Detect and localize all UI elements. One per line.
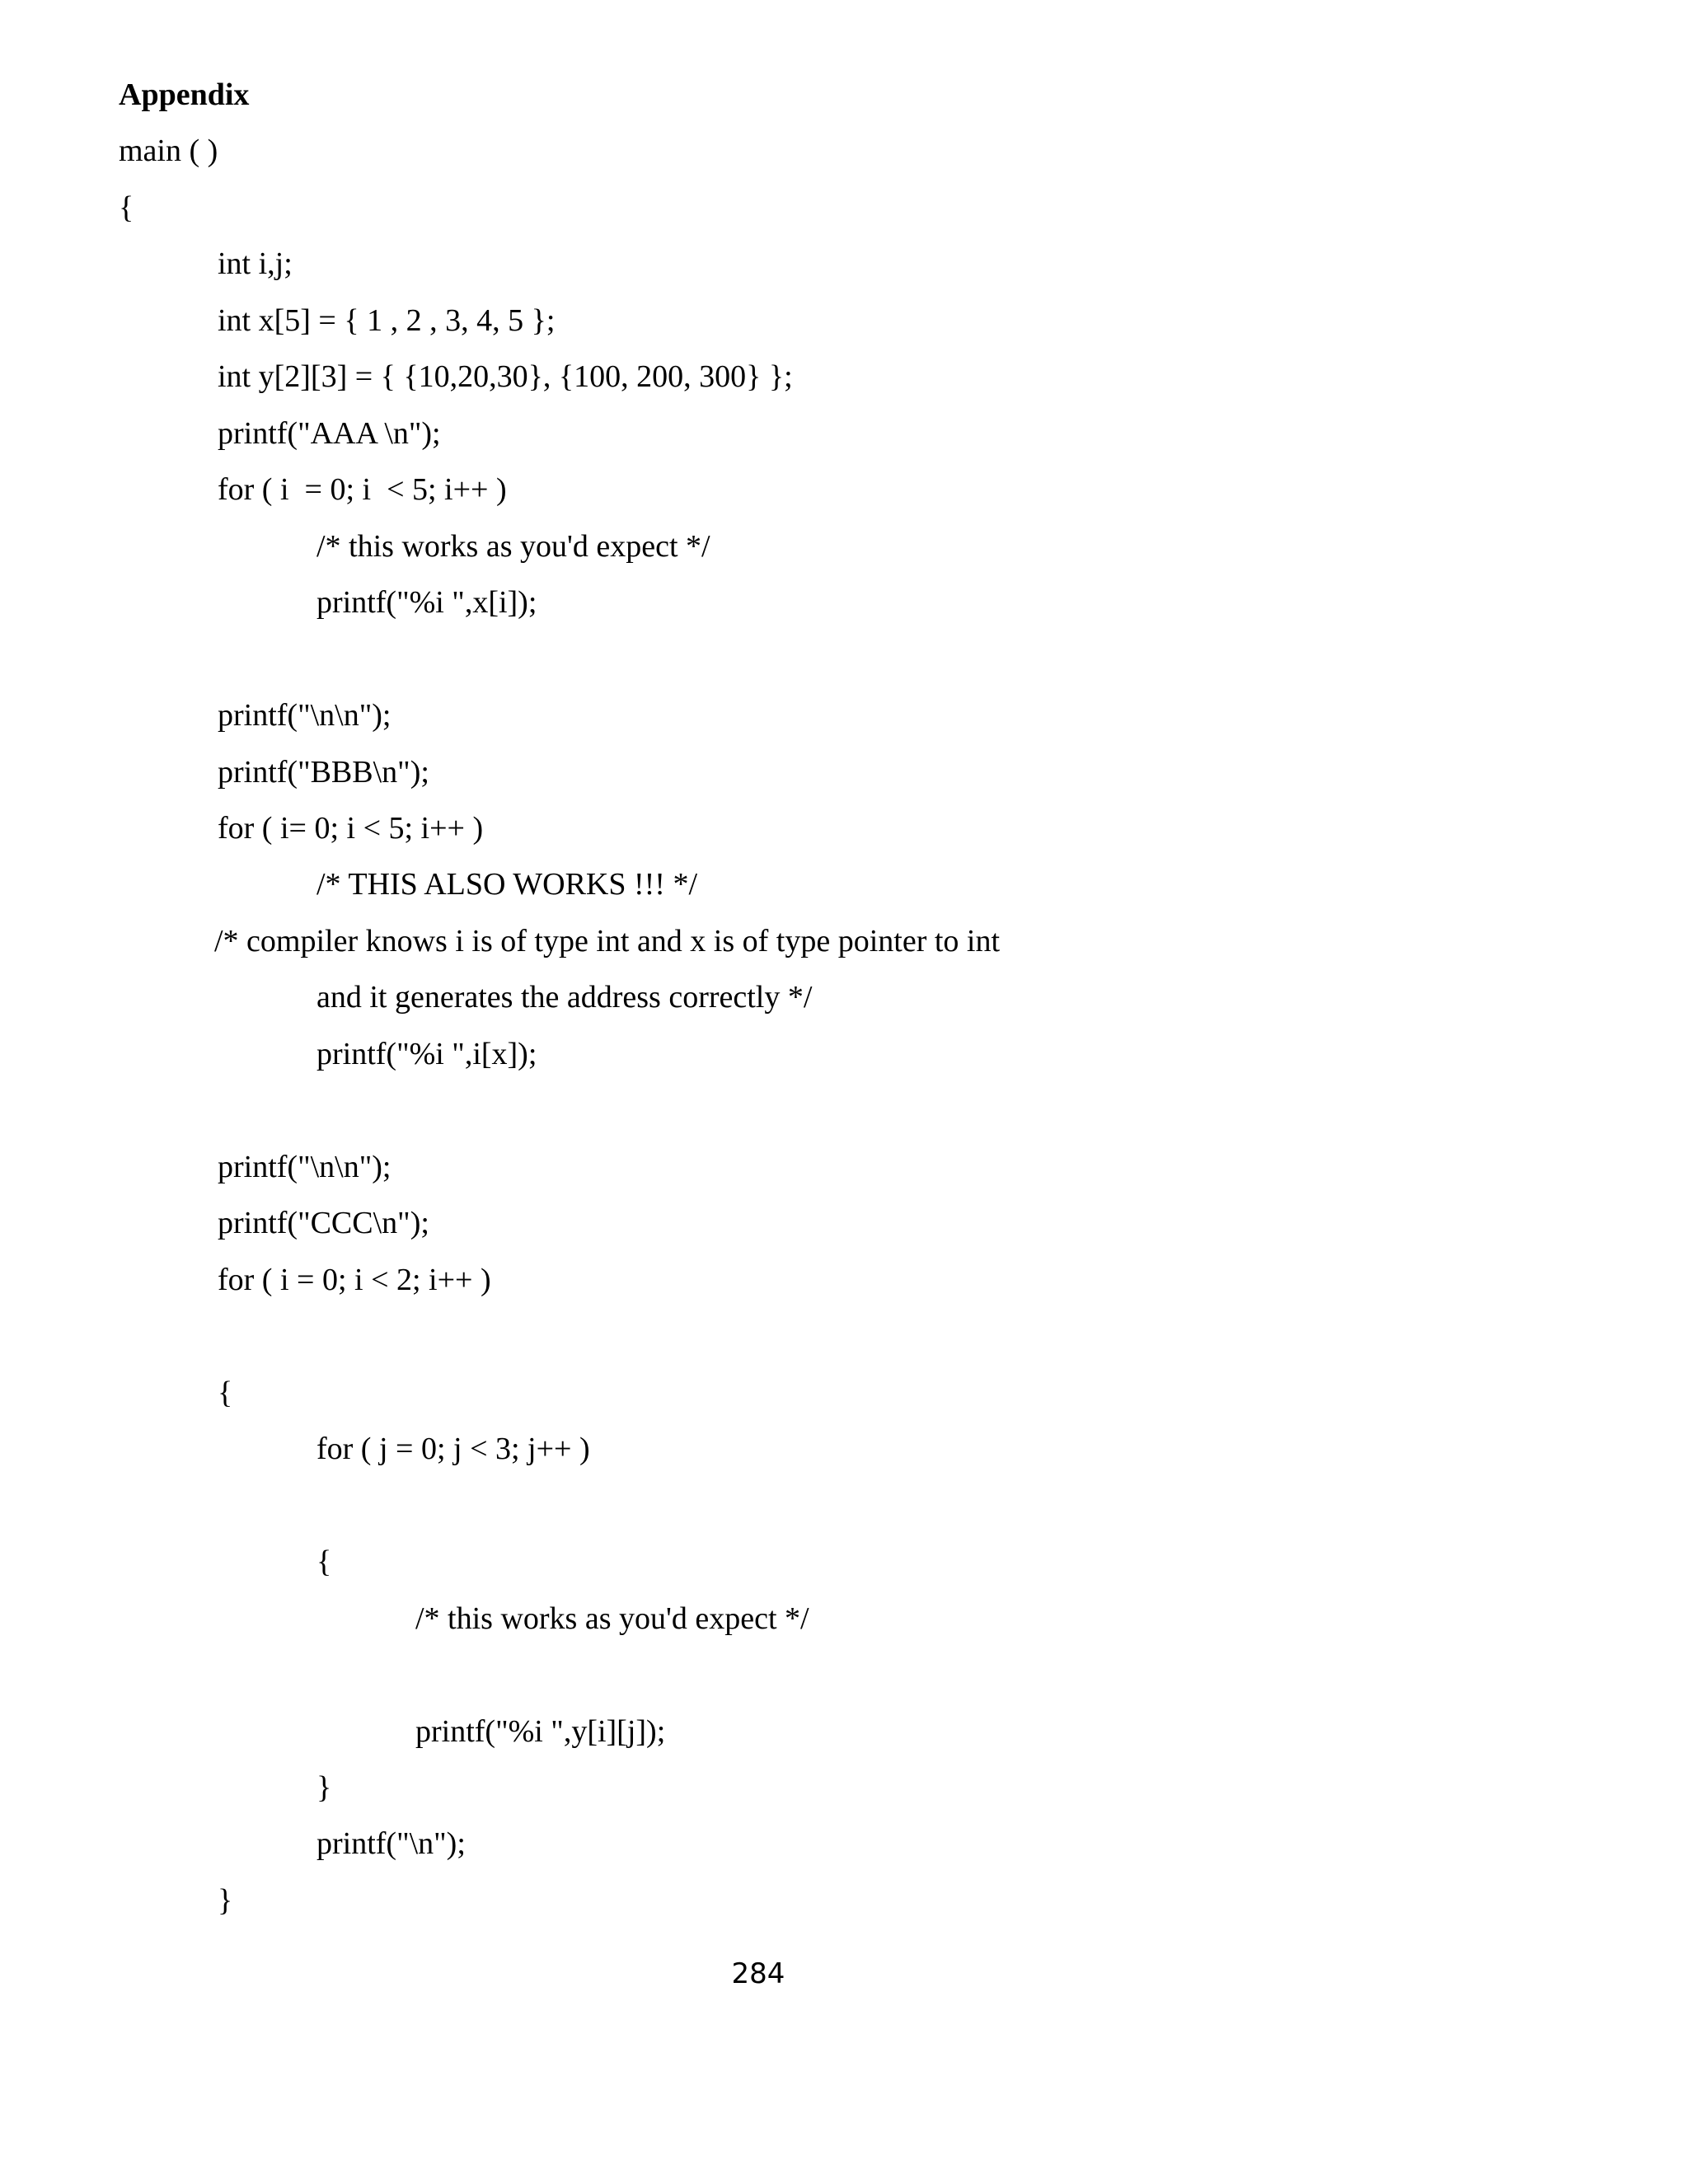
code-line-comment-expect-1: /* this works as you'd expect */ [316, 529, 710, 564]
code-line-printf-newlines-1: printf("\n\n"); [218, 698, 392, 733]
code-line-open-brace: { [119, 190, 134, 225]
code-line-for-ccc: for ( i = 0; i < 2; i++ ) [218, 1263, 491, 1297]
code-line-declare-ij: int i,j; [218, 246, 293, 281]
code-line-main: main ( ) [119, 134, 218, 168]
code-line-printf-ix: printf("%i ",i[x]); [316, 1037, 537, 1071]
page-number: 284 [731, 1957, 785, 1990]
code-line-for-j: for ( j = 0; j < 3; j++ ) [316, 1432, 590, 1466]
code-line-printf-newline: printf("\n"); [316, 1826, 466, 1861]
code-line-printf-bbb: printf("BBB\n"); [218, 755, 429, 790]
code-line-for-bbb: for ( i= 0; i < 5; i++ ) [218, 811, 484, 846]
code-line-inner-close-brace: } [316, 1770, 332, 1805]
code-line-outer-close-brace: } [218, 1883, 233, 1918]
code-line-printf-ccc: printf("CCC\n"); [218, 1206, 429, 1240]
code-line-comment-compiler: /* compiler knows i is of type int and x is of type pointer to int [214, 924, 1001, 958]
code-line-declare-x: int x[5] = { 1 , 2 , 3, 4, 5 }; [218, 303, 556, 338]
code-line-outer-open-brace: { [218, 1376, 233, 1410]
code-line-printf-newlines-2: printf("\n\n"); [218, 1150, 392, 1184]
code-line-comment-address: and it generates the address correctly */ [316, 980, 813, 1015]
code-line-for-aaa: for ( i = 0; i < 5; i++ ) [218, 472, 507, 507]
code-line-printf-yij: printf("%i ",y[i][j]); [415, 1714, 666, 1749]
code-line-inner-open-brace: { [316, 1544, 332, 1579]
code-line-declare-y: int y[2][3] = { {10,20,30}, {100, 200, 300} }; [218, 359, 793, 394]
appendix-heading: Appendix [119, 77, 250, 112]
code-line-comment-expect-2: /* this works as you'd expect */ [415, 1601, 809, 1636]
code-line-comment-also-works: /* THIS ALSO WORKS !!! */ [316, 867, 698, 902]
code-line-printf-xi: printf("%i ",x[i]); [316, 585, 537, 620]
code-line-printf-aaa: printf("AAA \n"); [218, 416, 441, 451]
